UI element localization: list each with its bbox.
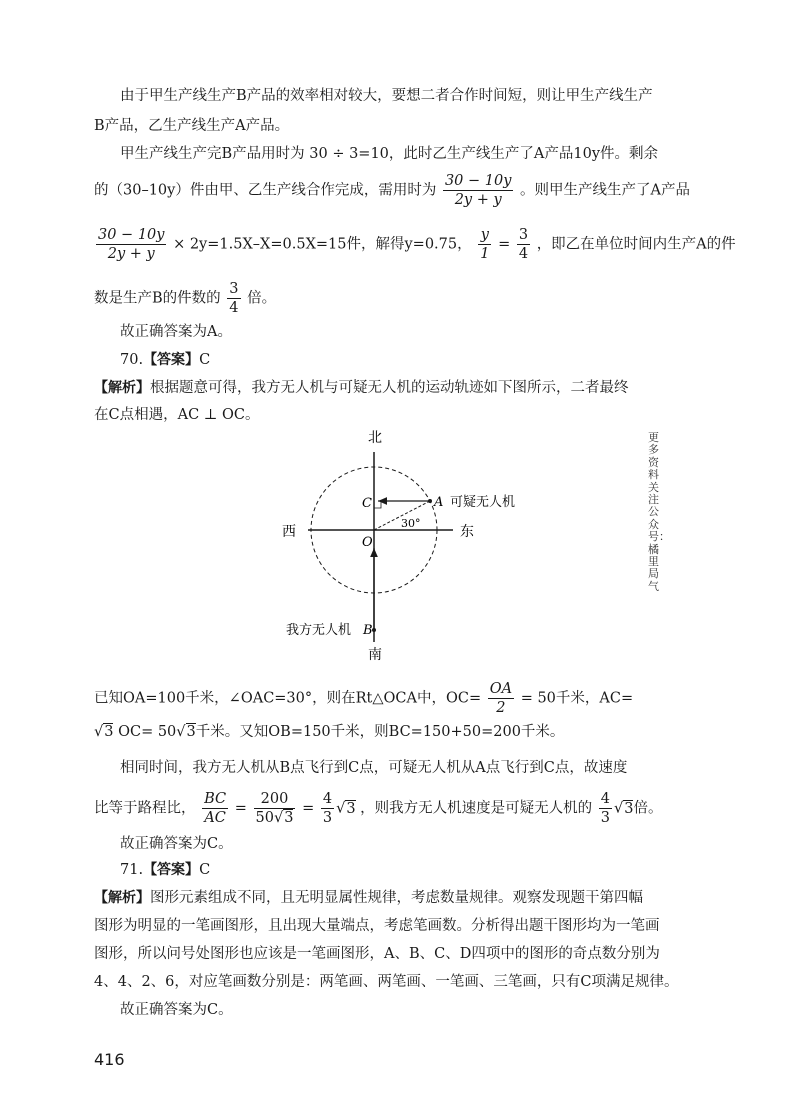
text: × 2y=1.5X–X=0.5X=15件，解得y=0.75，	[173, 236, 472, 253]
paragraph-line: 比等于路程比， $\frac{BC}{AC}$ = $\frac{200}{50√3}$ = $\frac{4}{3}$ √3 ，则我方无人机速度是可疑无人机的 $\frac{4}{3}$ √3倍。	[94, 791, 663, 826]
fraction-denominator: 2	[496, 700, 506, 716]
paragraph-line	[94, 172, 690, 209]
fraction-numerator: 30 − 10y	[444, 173, 512, 189]
fraction-numerator: 30 − 10y	[98, 227, 165, 243]
sqrt-value: 3	[186, 724, 196, 740]
answer-line	[120, 350, 210, 370]
conclusion: 故正确答案为C。	[120, 1002, 233, 1018]
fraction	[227, 280, 240, 317]
text: 图形元素组成不同，且无明显属性规律，考虑数量规律。观察发现题干第四幅	[150, 890, 643, 906]
fraction-numerator: y	[478, 226, 491, 245]
fraction	[443, 172, 513, 209]
paragraph-line: B产品，乙生产线生产A产品。	[94, 118, 290, 134]
fraction-denominator: 3	[322, 810, 333, 826]
fraction-numerator: 3	[518, 227, 529, 243]
conclusion: 故正确答案为C。	[120, 836, 233, 852]
paragraph-line	[94, 226, 736, 263]
fraction	[488, 680, 514, 717]
fraction-denominator: 4	[229, 300, 239, 316]
text: 倍。	[633, 800, 663, 817]
text: =	[302, 800, 315, 817]
text: = 50千米，AC=	[520, 690, 634, 707]
fraction-numerator: 200	[254, 790, 296, 809]
fraction-denominator: 2y + y	[454, 192, 502, 208]
fraction	[254, 790, 296, 827]
fraction	[517, 226, 530, 263]
text: 已知OA=100千米，∠OAC=30°，则在Rt△OCA中，OC=	[94, 690, 482, 707]
text: 根据题意可得，我方无人机与可疑无人机的运动轨迹如下图所示，二者最终	[150, 380, 629, 396]
text: 千米。又知OB=150千米，则BC=150+50=200千米。	[195, 724, 565, 740]
sqrt-value: 3	[346, 800, 356, 817]
answer-value: C	[199, 862, 211, 878]
text: OC= 50	[113, 724, 177, 740]
analysis-line: 在C点相遇，AC ⊥ OC。	[94, 407, 260, 423]
text: =	[234, 800, 247, 817]
text: 50	[255, 810, 274, 826]
sqrt-value: 3	[624, 800, 634, 817]
point-c-label: C	[362, 496, 372, 511]
text: ，即乙在单位时间内生产A的件	[536, 236, 736, 253]
paragraph-line	[94, 280, 276, 317]
conclusion: 故正确答案为A。	[120, 324, 232, 340]
text: 倍。	[247, 290, 277, 307]
text: ，则我方无人机速度是可疑无人机的	[360, 800, 593, 817]
sqrt-value: 3	[284, 810, 294, 826]
analysis-label: 【解析】	[94, 380, 150, 396]
fraction-numerator: BC	[204, 791, 227, 807]
point-o-label: O	[362, 535, 373, 550]
answer-line	[120, 860, 210, 880]
text: 比等于路程比，	[94, 800, 196, 817]
paragraph-line: 相同时间，我方无人机从B点飞行到C点，可疑无人机从A点飞行到C点，故速度	[120, 760, 628, 776]
side-watermark-note: 更多资料关注公众号：橘里局气	[648, 431, 670, 593]
east-label: 东	[460, 524, 474, 540]
angle-label: 30°	[401, 517, 421, 530]
text: =	[498, 236, 511, 253]
fraction-denominator: 3	[600, 810, 610, 826]
analysis-line: 4、4、2、6，对应笔画数分别是：两笔画、两笔画、一笔画、三笔画，只有C项满足规律。	[94, 974, 679, 990]
question-number: 70.	[120, 352, 144, 368]
point-b-label: B	[363, 623, 373, 638]
fraction	[321, 790, 334, 827]
analysis-label: 【解析】	[94, 890, 150, 906]
fraction	[599, 790, 612, 827]
paragraph-line: √3 OC= 50√3千米。又知OB=150千米，则BC=150+50=200千米。	[94, 724, 565, 740]
trajectory-diagram	[270, 420, 520, 665]
fraction-denominator: 2y + y	[107, 246, 155, 262]
fraction-numerator: 3	[229, 281, 239, 297]
paragraph-line	[94, 680, 633, 717]
our-drone-label: 我方无人机	[286, 623, 352, 638]
fraction-numerator: 4	[600, 791, 610, 807]
north-label: 北	[368, 430, 382, 446]
point-a	[428, 499, 432, 503]
answer-value: C	[199, 352, 211, 368]
fraction-denominator: 4	[518, 246, 529, 262]
page-number: 416	[94, 1050, 125, 1069]
fraction	[202, 790, 228, 827]
answer-label: 【答案】	[143, 862, 200, 878]
west-label: 西	[282, 524, 296, 540]
fraction-numerator: 4	[322, 791, 333, 807]
fraction-denominator: 50√3	[255, 810, 294, 826]
point-a-label: A	[434, 495, 444, 510]
paragraph-line: 由于甲生产线生产B产品的效率相对较大，要想二者合作时间短，则让甲生产线生产	[120, 88, 653, 104]
question-number: 71.	[120, 862, 144, 878]
answer-label: 【答案】	[143, 352, 200, 368]
fraction	[478, 226, 491, 263]
analysis-line: 图形为明显的一笔画图形，且出现大量端点，考虑笔画数。分析得出题干图形均为一笔画	[94, 918, 660, 934]
analysis-line	[94, 378, 629, 398]
paragraph-line: 甲生产线生产完B产品用时为 30 ÷ 3=10，此时乙生产线生产了A产品10y件。剩余	[120, 146, 659, 162]
fraction-numerator: OA	[489, 681, 513, 697]
south-label: 南	[368, 647, 382, 663]
point-b	[372, 628, 376, 632]
right-angle-mark	[374, 501, 381, 508]
suspect-drone-label: 可疑无人机	[450, 495, 516, 510]
text: 数是生产B的件数的	[94, 290, 221, 307]
sqrt-value: 3	[104, 724, 114, 740]
analysis-line	[94, 888, 643, 908]
text: 的（30–10y）件由甲、乙生产线合作完成，需用时为	[94, 182, 437, 199]
analysis-line: 图形，所以问号处图形也应该是一笔画图形，A、B、C、D四项中的图形的奇点数分别为	[94, 946, 660, 962]
text: 。则甲生产线生产了A产品	[520, 182, 691, 199]
fraction-denominator: 1	[480, 246, 490, 262]
fraction	[96, 226, 166, 263]
fraction-denominator: AC	[204, 810, 226, 826]
